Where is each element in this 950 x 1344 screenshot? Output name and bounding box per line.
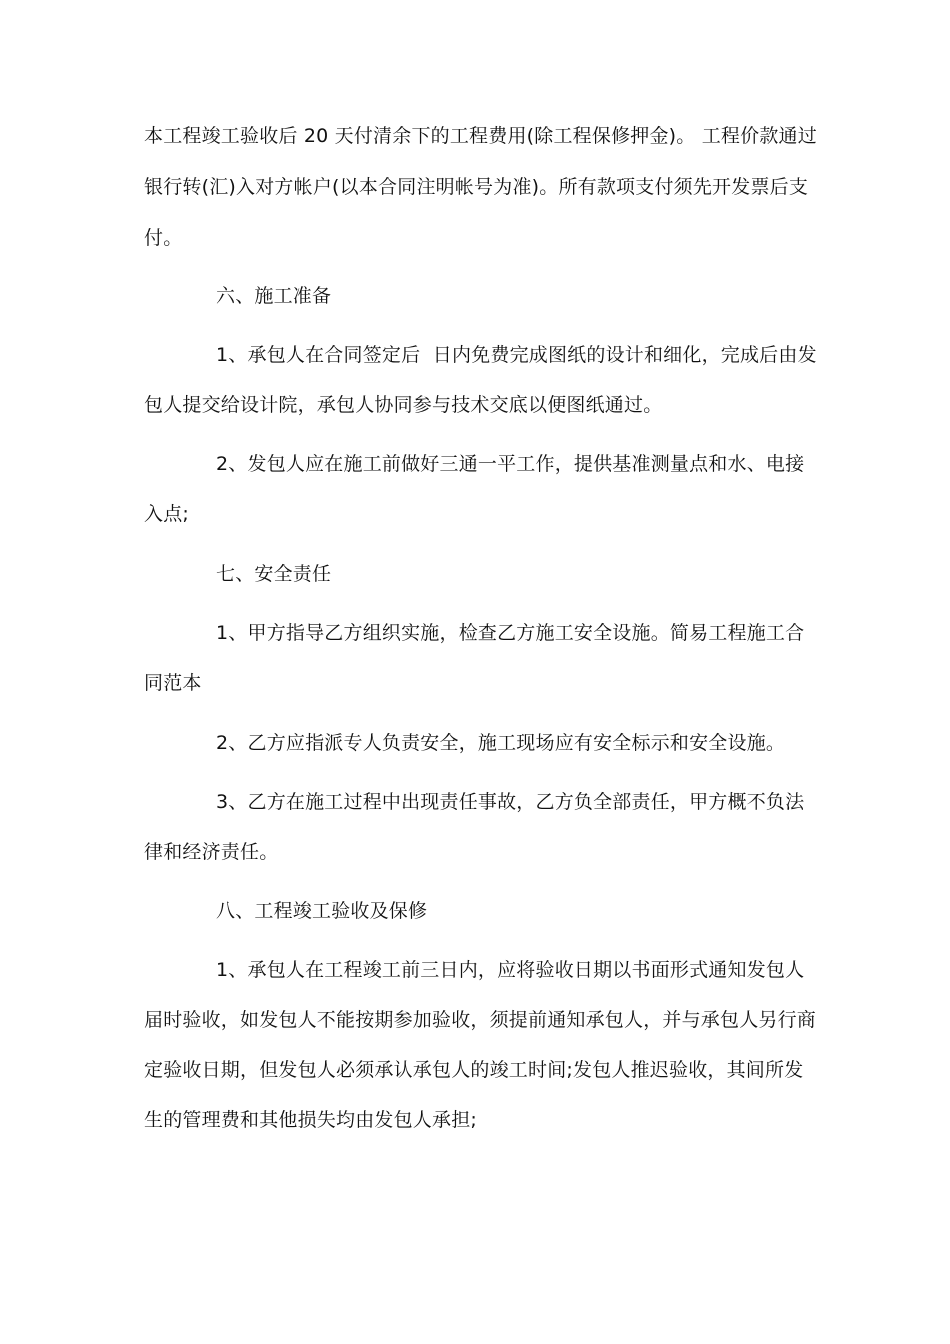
clause-6-2-line-1: 2、发包人应在施工前做好三通一平工作，提供基准测量点和水、电接 — [216, 453, 805, 475]
section-heading-safety-responsibility: 七、安全责任 — [216, 563, 332, 585]
clause-7-3-line-2: 律和经济责任。 — [144, 841, 279, 863]
paragraph-payment-line-1: 本工程竣工验收后 20 天付清余下的工程费用(除工程保修押金)。 工程价款通过 — [144, 125, 817, 147]
section-heading-construction-preparation: 六、施工准备 — [216, 285, 332, 307]
clause-8-1-line-3: 定验收日期，但发包人必须承认承包人的竣工时间;发包人推迟验收，其间所发 — [144, 1059, 804, 1081]
clause-6-2-line-2: 入点; — [144, 503, 190, 525]
clause-8-1-line-2: 届时验收，如发包人不能按期参加验收，须提前通知承包人，并与承包人另行商 — [144, 1009, 817, 1031]
clause-8-1-line-1: 1、承包人在工程竣工前三日内，应将验收日期以书面形式通知发包人 — [216, 959, 805, 981]
clause-6-1-line-1: 1、承包人在合同签定后 日内免费完成图纸的设计和细化，完成后由发 — [216, 344, 817, 366]
clause-7-1-line-1: 1、甲方指导乙方组织实施，检查乙方施工安全设施。简易工程施工合 — [216, 622, 805, 644]
section-heading-completion-acceptance: 八、工程竣工验收及保修 — [216, 900, 428, 922]
clause-7-3-line-1: 3、乙方在施工过程中出现责任事故，乙方负全部责任，甲方概不负法 — [216, 791, 805, 813]
clause-8-1-line-4: 生的管理费和其他损失均由发包人承担; — [144, 1109, 478, 1131]
clause-7-1-line-2: 同范本 — [144, 672, 202, 694]
paragraph-payment-line-2: 银行转(汇)入对方帐户(以本合同注明帐号为准)。所有款项支付须先开发票后支 — [144, 176, 809, 198]
clause-7-2: 2、乙方应指派专人负责安全，施工现场应有安全标示和安全设施。 — [216, 732, 786, 754]
paragraph-payment-line-3: 付。 — [144, 227, 183, 249]
clause-6-1-line-2: 包人提交给设计院，承包人协同参与技术交底以便图纸通过。 — [144, 394, 663, 416]
